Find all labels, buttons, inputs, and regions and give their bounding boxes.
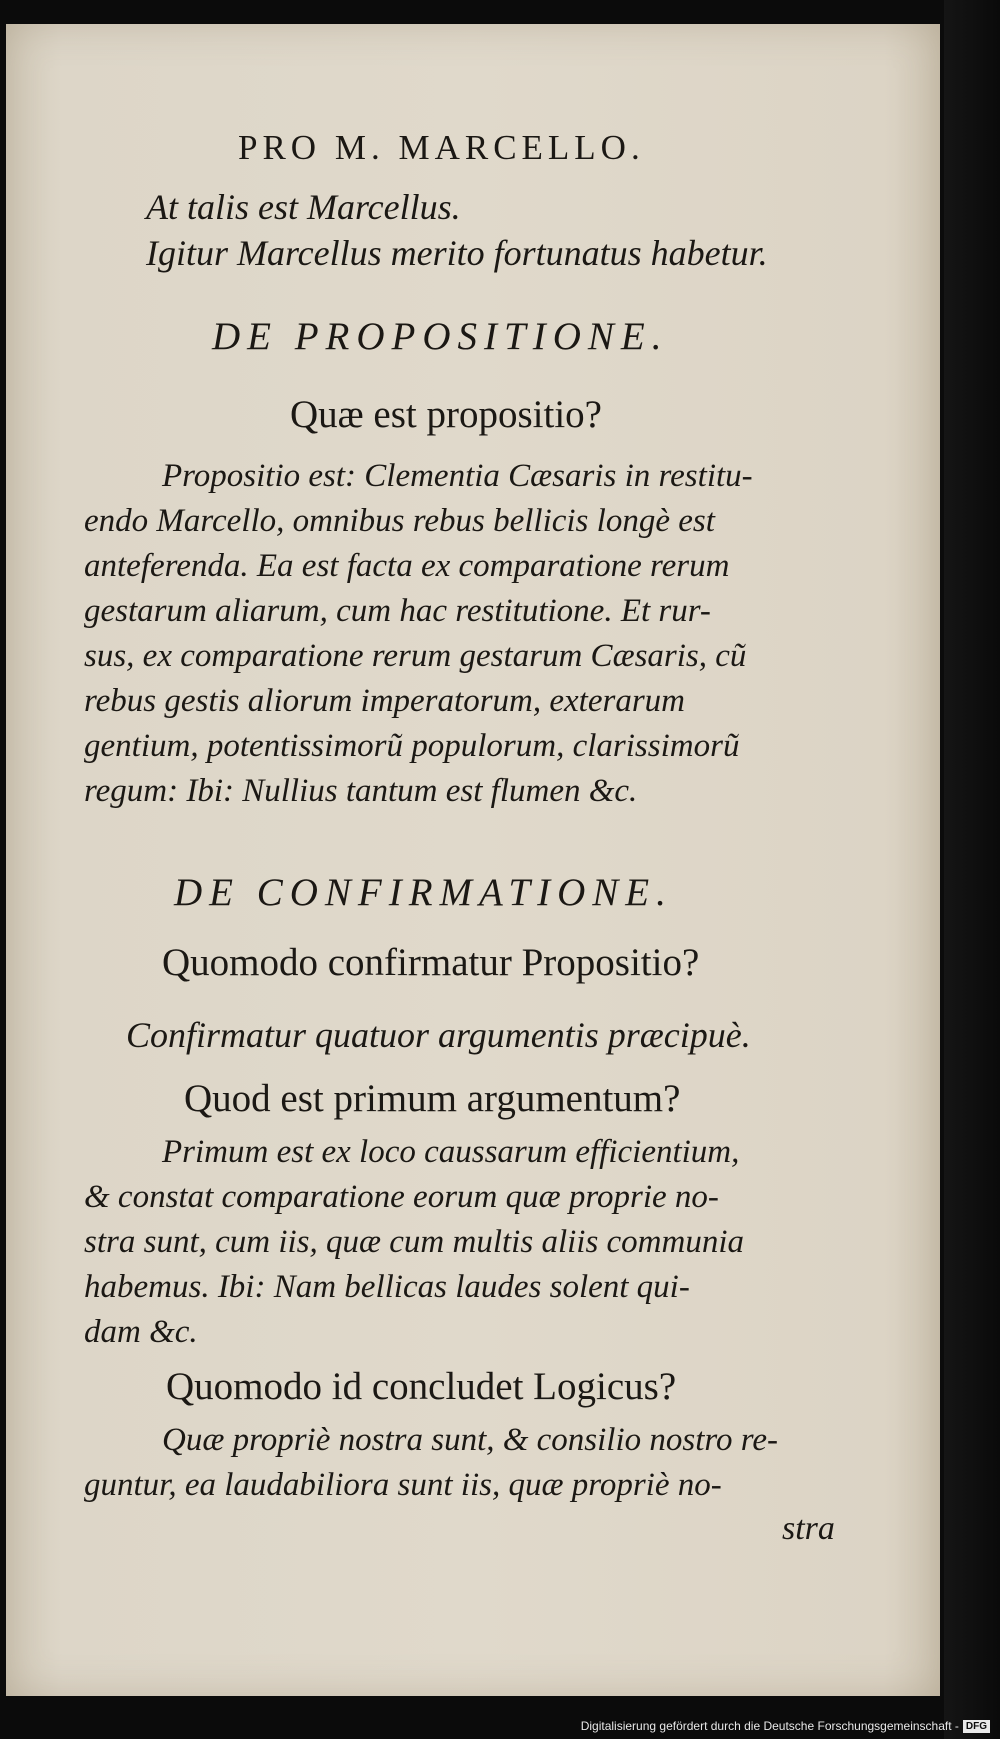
answer-primum-argumentum bbox=[84, 1130, 744, 1355]
intro-line-1: At talis est Marcellus. bbox=[146, 187, 461, 227]
paragraph-line: stra sunt, cum iis, quæ cum multis aliis communia bbox=[84, 1224, 745, 1260]
paragraph-line: guntur, ea laudabiliora sunt iis, quæ propriè no- bbox=[84, 1467, 722, 1503]
question-primum-argumentum: Quod est primum argumentum? bbox=[184, 1077, 681, 1120]
paragraph-line: Quæ propriè nostra sunt, & consilio nostro re- bbox=[162, 1422, 779, 1458]
paragraph-line: Propositio est: Clementia Cæsaris in restitu- bbox=[162, 458, 753, 494]
paragraph-line: endo Marcello, omnibus rebus bellicis longè est bbox=[84, 503, 715, 539]
paragraph-line: gestarum aliarum, cum hac restitutione. Et rur- bbox=[84, 593, 711, 629]
paragraph-line: regum: Ibi: Nullius tantum est flumen &c. bbox=[84, 773, 638, 809]
answer-propositio bbox=[84, 454, 753, 814]
book-spine-edge bbox=[944, 0, 1000, 1739]
section-heading-confirmatione: DE CONFIRMATIONE. bbox=[174, 871, 673, 914]
paragraph-line: Primum est ex loco caussarum efficientium, bbox=[162, 1134, 740, 1170]
section-heading-propositione: DE PROPOSITIONE. bbox=[212, 315, 669, 358]
page-running-header: PRO M. MARCELLO. bbox=[238, 128, 645, 167]
answer-logicus bbox=[84, 1418, 778, 1508]
paragraph-line: gentium, potentissimorũ populorum, clarissimorũ bbox=[84, 728, 740, 764]
question-confirmatur: Quomodo confirmatur Propositio? bbox=[162, 941, 700, 984]
footer-text: Digitalisierung gefördert durch die Deutsche Forschungsgemeinschaft - bbox=[580, 1719, 959, 1733]
paragraph-line: dam &c. bbox=[84, 1314, 198, 1350]
intro-line-2: Igitur Marcellus merito fortunatus habetur. bbox=[146, 233, 768, 273]
answer-confirmatur: Confirmatur quatuor argumentis præcipuè. bbox=[126, 1015, 751, 1055]
paragraph-line: rebus gestis aliorum imperatorum, exterarum bbox=[84, 683, 685, 719]
question-propositio: Quæ est propositio? bbox=[290, 393, 602, 436]
paragraph-line: anteferenda. Ea est facta ex comparatione rerum bbox=[84, 548, 730, 584]
paragraph-line: sus, ex comparatione rerum gestarum Cæsaris, cũ bbox=[84, 638, 747, 674]
catchword: stra bbox=[782, 1510, 835, 1547]
digitization-footer bbox=[581, 1719, 990, 1733]
question-logicus: Quomodo id concludet Logicus? bbox=[166, 1365, 677, 1408]
paragraph-line: & constat comparatione eorum quæ proprie no- bbox=[84, 1179, 719, 1215]
paragraph-line: habemus. Ibi: Nam bellicas laudes solent qui- bbox=[84, 1269, 690, 1305]
dfg-logo: DFG bbox=[963, 1720, 990, 1733]
